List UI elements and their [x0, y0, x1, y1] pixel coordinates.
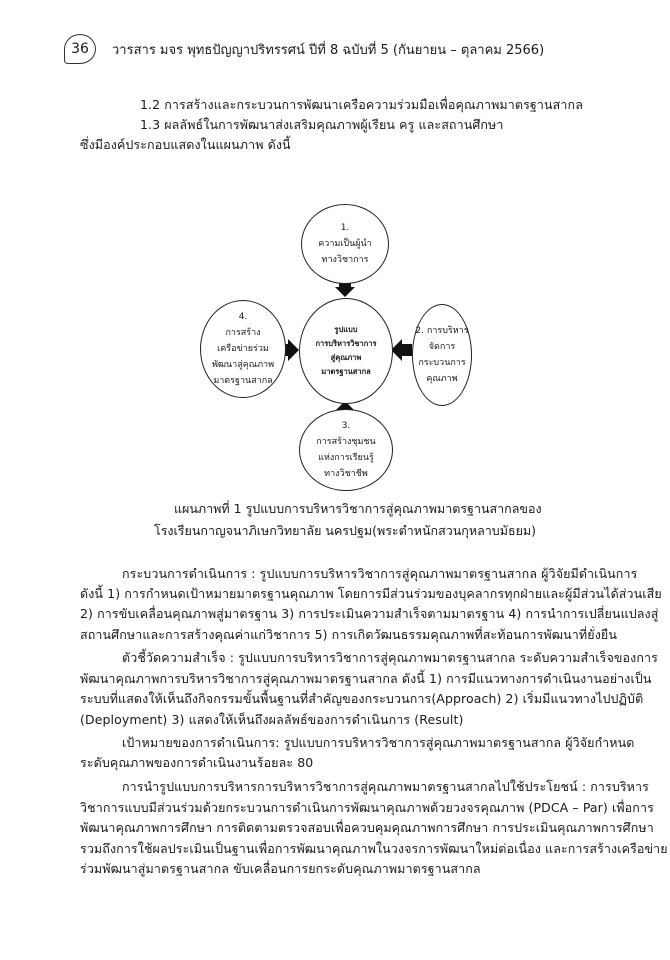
p2-line-3: ระบบที่แสดงให้เห็นถึงกิจกรรมขั้นพื้นฐานที่สำคัญของกระบวนการ(Approach) 2) เริ่มมีแนวทางไปปฏิบัติ [80, 691, 644, 706]
circle-network-building [200, 300, 286, 398]
circle-left-line-5: มาตรฐานสากล [213, 376, 273, 386]
arrow-right-head [288, 339, 299, 361]
circle-academic-leadership [301, 204, 389, 284]
p4-line-5: ร่วมพัฒนาสู่มาตรฐานสากล ขับเคลื่อนการยกระดับคุณภาพมาตรฐานสากล [80, 861, 481, 876]
journal-title: วารสาร มจร พุทธปัญญาปริทรรศน์ ปีที่ 8 ฉบับที่ 5 (กันยายน – ตุลาคม 2566) [112, 43, 545, 58]
circle-bottom-line-1: 3. [341, 421, 351, 431]
circle-center-model [299, 298, 393, 404]
center-line-1: รูปแบบ [334, 325, 358, 334]
p4-line-3: พัฒนาคุณภาพการศึกษา การติดตามตรวจสอบเพื่อควบคุมคุณภาพการศึกษา การประเมินคุณภาพการศึกษา [80, 820, 654, 835]
circle-right-line-2: จัดการ [428, 342, 456, 352]
p1-line-1: กระบวนการดำเนินการ : รูปแบบการบริหารวิชาการสู่คุณภาพมาตรฐานสากล ผู้วิจัยมีดำเนินการ [122, 566, 638, 581]
p4-line-1: การนำรูปแบบการบริหารการบริหารวิชาการสู่คุณภาพมาตรฐานสากลไปใช้ประโยชน์ : การบริหาร [122, 779, 649, 794]
circle-left-line-1: 4. [238, 312, 248, 322]
p2-line-2: พัฒนาคุณภาพการบริหารวิชาการสู่คุณภาพมาตรฐานสากล ดังนี้ 1) การมีแนวทางการดำเนินงานอย่างเป็น [80, 671, 652, 686]
p3-line-1: เป้าหมายของการดำเนินการ: รูปแบบการบริหารวิชาการสู่คุณภาพมาตรฐานสากล ผู้วิจัยกำหนด [122, 735, 635, 750]
page-number: 36 [64, 34, 96, 64]
intro-lead: ซึ่งมีองค์ประกอบแสดงในแผนภาพ ดังนี้ [80, 137, 291, 152]
center-line-3: สู่คุณภาพ [330, 353, 362, 362]
framework-diagram [195, 200, 475, 490]
circle-bottom-line-4: ทางวิชาชีพ [324, 469, 368, 479]
circle-bottom-line-3: แห่งการเรียนรู้ [318, 453, 374, 463]
page-header [64, 34, 624, 64]
circle-right-line-3: กระบวนการ [418, 358, 466, 368]
center-line-4: มาตรฐานสากล [321, 367, 371, 376]
circle-bottom-line-2: การสร้างชุมชน [316, 437, 376, 447]
intro-item-1-2: 1.2 การสร้างและกระบวนการพัฒนาเครือความร่วมมือเพื่อคุณภาพมาตรฐานสากล [140, 97, 583, 112]
circle-quality-management [412, 304, 472, 406]
circle-top-line-2: ความเป็นผู้นำ [318, 239, 372, 249]
arrow-down-head [335, 287, 355, 297]
circle-left-line-2: การสร้าง [225, 328, 261, 338]
arrow-left-shaft [402, 344, 412, 356]
p1-line-3: 2) การขับเคลื่อนคุณภาพสู่มาตรฐาน 3) การประเมินความสำเร็จตามมาตรฐาน 4) การนำการเปลี่ยนแปลงสู่ [80, 606, 659, 621]
p4-line-2: วิชาการแบบมีส่วนร่วมด้วยกระบวนการดำเนินการพัฒนาคุณภาพด้วยวงจรคุณภาพ (PDCA – Par) เพื่อการ [80, 800, 654, 815]
figure-caption-line-1: แผนภาพที่ 1 รูปแบบการบริหารวิชาการสู่คุณภาพมาตรฐานสากลของ [174, 501, 542, 516]
circle-top-line-1: 1. [340, 223, 350, 233]
p2-line-1: ตัวชี้วัดความสำเร็จ : รูปแบบการบริหารวิชาการสู่คุณภาพมาตรฐานสากล ระดับความสำเร็จของการ [122, 650, 658, 665]
p1-line-2: ดังนี้ 1) การกำหนดเป้าหมายมาตรฐานคุณภาพ โดยการมีส่วนร่วมของบุคลากรทุกฝ่ายและผู้มีส่วนได้ส่วนเสีย [80, 586, 662, 601]
center-line-2: การบริหารวิชาการ [315, 339, 377, 348]
p2-line-4: (Deployment) 3) แสดงให้เห็นถึงผลลัพธ์ของการดำเนินการ (Result) [80, 712, 464, 727]
figure-caption-line-2: โรงเรียนกาญจนาภิเษกวิทยาลัย นครปฐม(พระตำหนักสวนกุหลาบมัธยม) [154, 523, 537, 538]
circle-left-line-4: พัฒนาสู่คุณภาพ [211, 360, 275, 370]
circle-right-line-4: คุณภาพ [426, 374, 458, 384]
circle-top-line-3: ทางวิชาการ [321, 255, 369, 265]
circle-left-line-3: เครือข่ายร่วม [217, 344, 269, 354]
intro-item-1-3: 1.3 ผลลัพธ์ในการพัฒนาส่งเสริมคุณภาพผู้เรียน ครู และสถานศึกษา [140, 117, 504, 132]
p1-line-4: สถานศึกษาและการสร้างคุณค่าแก่วิชาการ 5) การเกิดวัฒนธรรมคุณภาพที่สะท้อนการพัฒนาที่ยั่งยืน [80, 627, 617, 642]
p3-line-2: ระดับคุณภาพของการดำเนินงานร้อยละ 80 [80, 755, 314, 770]
p4-line-4: รวมถึงการใช้ผลประเมินเป็นฐานเพื่อการพัฒนาคุณภาพในวงจรการพัฒนาใหม่ต่อเนื่อง และการสร้างเครือข่าย [80, 841, 668, 856]
circle-right-line-1: 2. การบริหาร [415, 326, 469, 336]
circle-learning-community [299, 409, 393, 491]
